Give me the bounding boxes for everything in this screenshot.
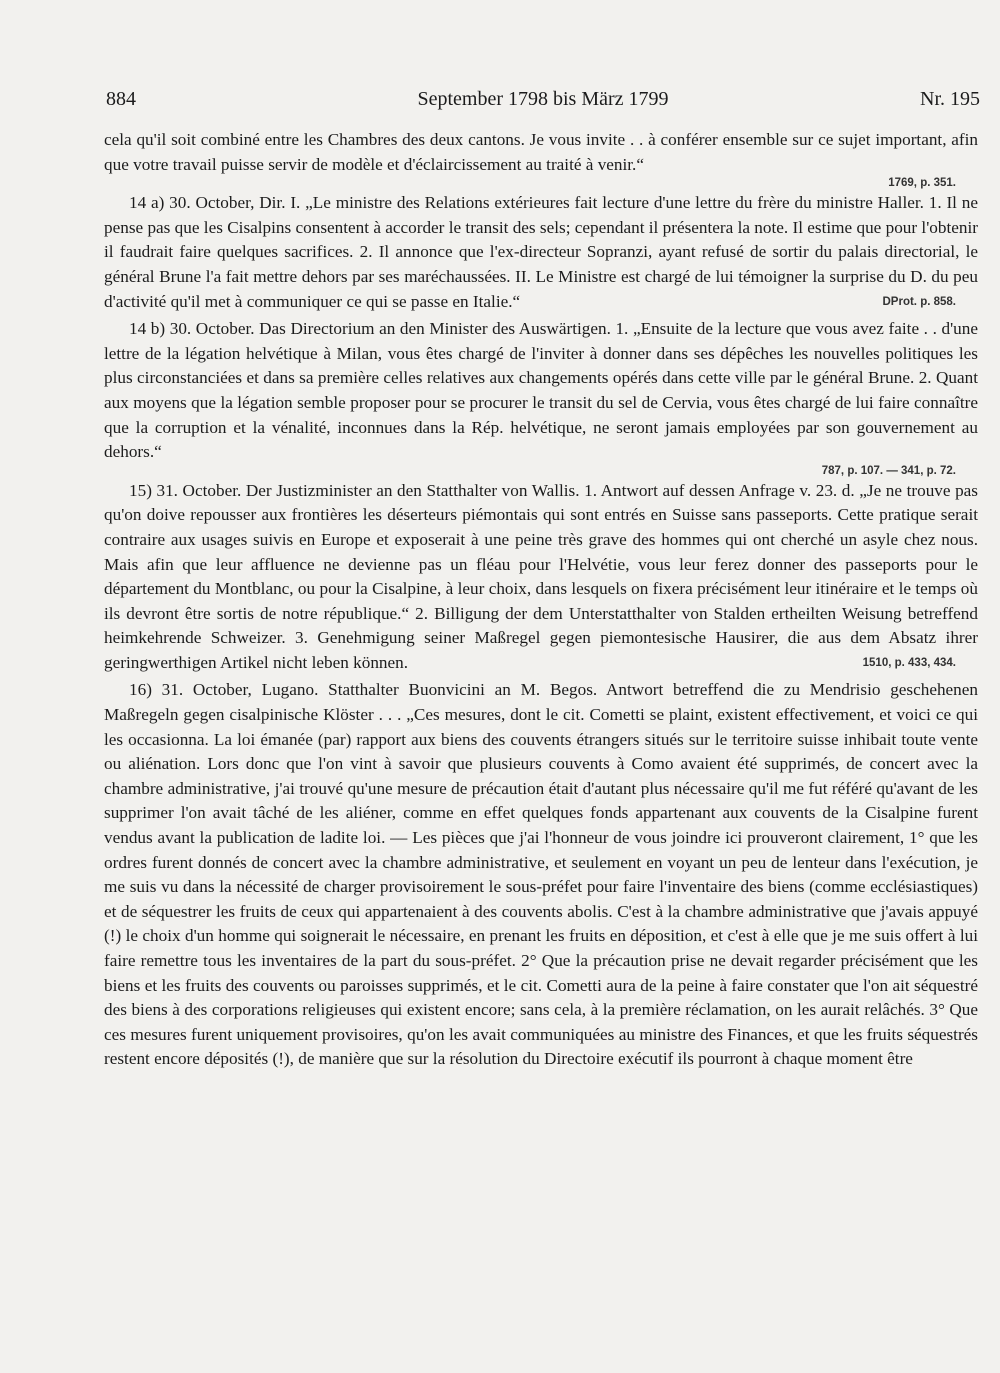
paragraph-continuation: cela qu'il soit combiné entre les Chambres des deux cantons. Je vous invite . . à conférer ensemble sur ce sujet important, afin que votre travail puisse servir de modèle et d'éclaircissement au traité à venir.“ bbox=[104, 130, 978, 174]
document-number: Nr. 195 bbox=[920, 88, 980, 110]
source-reference: 1510, p. 433, 434. bbox=[862, 656, 956, 669]
entry-14a: 14 a) 30. October, Dir. I. „Le ministre des Relations extérieures fait lecture d'une lettre du frère du ministre Haller. 1. Il ne pense pas que les Cisalpins consentent à accorder le transit des sels; cependant il présentera la note. Il estime que pour l'obtenir il faudrait faire quelques sacrifices. 2. Il annonce que l'ex-directeur Sopranzi, ayant refusé de sortir du palais directorial, le général Brune l'a fait mettre dehors par ses maréchaussées. II. Le Ministre est chargé de lui témoigner la surprise du D. du peu d'activité qu'il met à communiquer ce qui se passe en Italie.“ DProt. p. 858. bbox=[104, 191, 978, 314]
source-reference: 787, p. 107. — 341, p. 72. bbox=[821, 464, 956, 477]
running-title: September 1798 bis März 1799 bbox=[417, 88, 669, 110]
entry-15: 15) 31. October. Der Justizminister an den Statthalter von Wallis. 1. Antwort auf dessen Anfrage v. 23. d. „Je ne trouve pas qu'on doive repousser aux frontières les déserteurs piémontais qui sont entrés en Suisse sans passeports. Cette pratique serait contraire aux usages suivis en Europe et exposerait à une peine très grave des hommes qui ont cherché un asyle chez nous. Mais afin que leur affluence ne devienne pas un fléau pour l'Helvétie, vous leur ferez donner des passeports pour le département du Montblanc, ou pour la Cisalpine, à leur choix, dans lesquels on fixera précisément leur itinéraire et le temps où ils devront être sortis de notre république.“ 2. Billigung der dem Unterstatthalter von Stalden ertheilten Weisung betreffend heimkehrende Schweizer. 3. Genehmigung seiner Maßregel gegen piemontesische Hausirer, die aus dem Absatz ihrer geringwerthigen Artikel nicht leben können. 1510, p. 433, 434. bbox=[104, 479, 978, 676]
source-reference: DProt. p. 858. bbox=[882, 295, 956, 308]
source-reference: 1769, p. 351. bbox=[888, 177, 956, 190]
entry-16: 16) 31. October, Lugano. Statthalter Buonvicini an M. Begos. Antwort betreffend die zu Mendrisio geschehenen Maßregeln gegen cisalpinische Klöster . . . „Ces mesures, dont le cit. Cometti se plaint, existent effectivement, et voici ce qui les occasionna. La loi émanée (par) rapport aux biens des couvents étrangers situés sur le territoire suisse inhibait toute vente ou aliénation. Lors donc que l'on vint à savoir que plusieurs couvents à Como avaient été supprimés, de concert avec la chambre administrative, j'ai trouvé qu'une mesure de précaution était d'autant plus nécessaire qu'il me fut référé qu'avant de les supprimer l'on avait tâché de les aliéner, comme en effet quelques fonds appartenant aux couvents de la Cisalpine furent vendus avant la publication de ladite loi. — Les pièces que j'ai l'honneur de vous joindre ici prouveront clairement, 1° que les ordres furent donnés de concert avec la chambre administrative, et seulement en voyant un peu de lenteur dans l'exécution, je me suis vu dans la nécessité de charger provisoirement le sous-préfet pour faire l'inventaire des biens (comme ecclésiastiques) et de séquestrer les fruits de ceux qui appartenaient à des couvents abolis. C'est à la chambre administrative que j'avais appuyé (!) le choix d'un homme qui soignerait le nécessaire, en prenant les fruits en déposition, et c'est à elle que je me suis offert à lui faire remettre tous les inventaires de la part du sous-préfet. 2° Que la précaution prise ne devait regarder précisément que les biens et les fruits des couvents ou paroisses supprimés, et le cit. Cometti aura de la peine à faire constater que l'on ait séquestré des biens à des corporations religieuses qui existent encore; sans cela, à la première réclamation, on les aurait relâchés. 3° Que ces mesures furent uniquement provisoires, qu'on les avait communiquées au ministre des Finances, et que les fruits séquestrés restent encore déposités (!), de manière que sur la résolution du Directoire exécutif ils pourront à chaque moment être bbox=[104, 680, 978, 1069]
entry-14b: 14 b) 30. October. Das Directorium an den Minister des Auswärtigen. 1. „Ensuite de la lecture que vous avez faite . . d'une lettre de la légation helvétique à Milan, vous êtes chargé de l'inviter à donner dans ses dépêches les nouvelles politiques les plus circonstanciées et dans sa première celles relatives aux changements opérés dans cette ville par le général Brune. 2. Quant aux moyens que la légation semble proposer pour se procurer le transit du sel de Cervia, vous êtes chargé de lui faire connaître que la corruption et la vénalité, inconnues dans la Rép. helvétique, ne seront jamais employées par son gouvernement au dehors.“ bbox=[104, 319, 978, 462]
page-body bbox=[104, 128, 978, 1072]
page-header bbox=[106, 88, 980, 116]
page-number: 884 bbox=[106, 88, 136, 110]
